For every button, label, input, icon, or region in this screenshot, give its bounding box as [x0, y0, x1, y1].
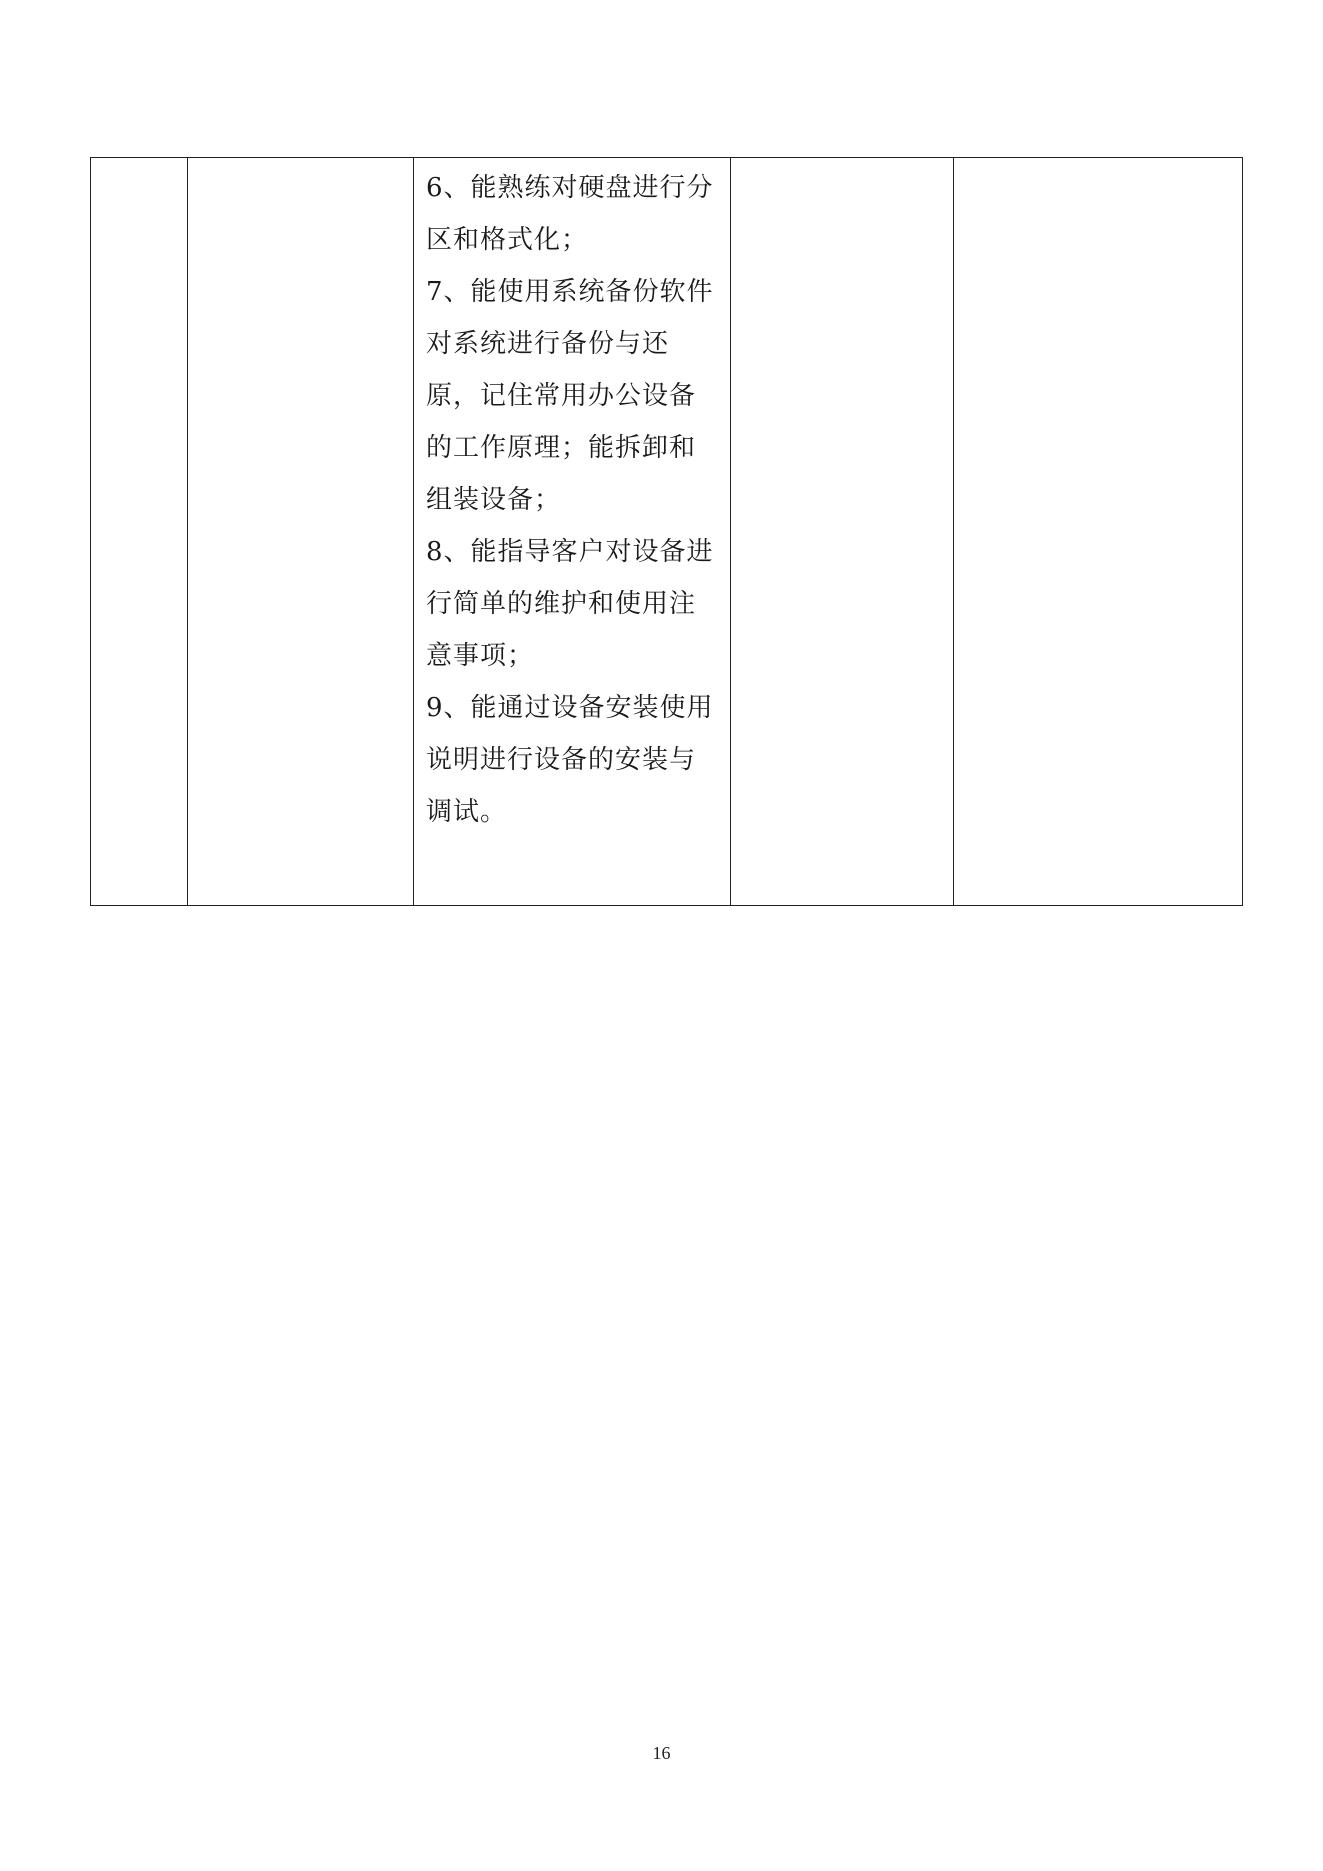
content-table	[90, 157, 1243, 906]
table-cell-5	[954, 158, 1243, 906]
table-cell-3	[414, 158, 731, 906]
table-cell-2	[188, 158, 414, 906]
list-item-8: 8、能指导客户对设备进行简单的维护和使用注意事项；	[426, 537, 714, 671]
list-item-6: 6、能熟练对硬盘进行分区和格式化；	[426, 173, 714, 255]
list-item-9: 9、能通过设备安装使用说明进行设备的安装与调试。	[426, 693, 714, 827]
table-cell-1	[91, 158, 188, 906]
page-number: 16	[652, 1743, 671, 1763]
cell-paragraphs	[414, 158, 730, 838]
table-row	[91, 158, 1243, 906]
list-item-7: 7、能使用系统备份软件对系统进行备份与还原，记住常用办公设备的工作原理；能拆卸和组装设备；	[426, 277, 714, 515]
table-cell-4	[731, 158, 954, 906]
